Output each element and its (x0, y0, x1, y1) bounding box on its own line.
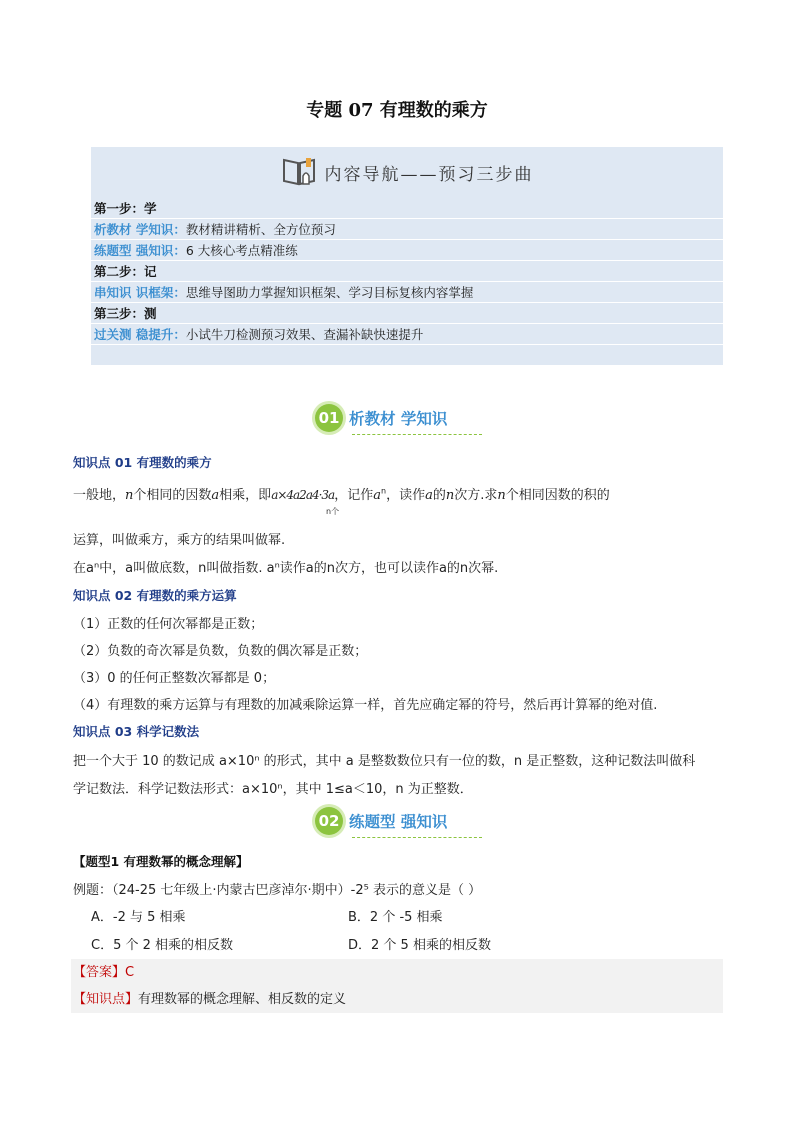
nav-row-step2: 第二步：记 (91, 262, 723, 282)
nav-header-label: 内容导航——预习三步曲 (324, 164, 534, 185)
kp3-line1: 把一个大于 10 的数记成 a×10ⁿ 的形式，其中 a 是整数数位只有一位的数，n 是正整数，这种记数法叫做科 (73, 754, 696, 769)
kp3-line2: 学记数法．科学记数法形式：a×10ⁿ，其中 1≤a＜10，n 为正整数． (73, 782, 473, 797)
kp3-title: 知识点 03 科学记数法 (73, 724, 200, 739)
kp2-title: 知识点 02 有理数的乘方运算 (73, 588, 237, 603)
kp2-item-2: （2）负数的奇次幂是负数，负数的偶次幂是正数； (73, 644, 368, 659)
kp1-line1: 一般地，n个相同的因数a相乘，即a×4a2a4·3a，记作$a^n$，读作a的n次方.求n个相同因数的积的 (73, 486, 610, 503)
kp2-item-4: （4）有理数的乘方运算与有理数的加减乘除运算一样，首先应确定幂的符号，然后再计算幂的绝对值. (73, 698, 658, 713)
section-02-number: 02 (315, 807, 343, 835)
section-01-number: 01 (315, 404, 343, 432)
question-type-title: 【题型1 有理数幂的概念理解】 (73, 854, 249, 869)
answer-line: 【答案】C (73, 965, 135, 980)
kp1-under-label: n个 (326, 507, 340, 516)
option-a: A．-2 与 5 相乘 (91, 910, 186, 925)
section-01-underline (352, 434, 482, 435)
option-c: C．5 个 2 相乘的相反数 (91, 938, 234, 953)
content-navigation-box (91, 147, 723, 365)
section-01-label: 析教材 学知识 (349, 410, 448, 428)
kp2-item-3: （3）0 的任何正整数次幂都是 0； (73, 671, 276, 686)
section-02-header (315, 807, 447, 835)
kp1-title: 知识点 01 有理数的乘方 (73, 455, 212, 470)
nav-row-practice: 练题型 强知识：6 大核心考点精准练 (91, 241, 723, 261)
nav-row-test: 过关测 稳提升：小试牛刀检测预习效果、查漏补缺快速提升 (91, 325, 723, 345)
book-icon (281, 156, 319, 188)
kp1-line2: 运算，叫做乘方，乘方的结果叫做幂. (73, 533, 286, 548)
option-b: B．2 个 -5 相乘 (348, 910, 443, 925)
nav-header (91, 147, 723, 197)
nav-row-step3: 第三步：测 (91, 304, 723, 324)
kp1-line3: 在aⁿ中，a叫做底数，n叫做指数. aⁿ读作a的n次方，也可以读作a的n次幂. (73, 561, 499, 576)
nav-row-framework: 串知识 识框架：思维导图助力掌握知识框架、学习目标复核内容掌握 (91, 283, 723, 303)
nav-row-step1: 第一步：学 (91, 199, 723, 219)
nav-row-study: 析教材 学知识：教材精讲精析、全方位预习 (91, 220, 723, 240)
option-d: D．2 个 5 相乘的相反数 (348, 938, 491, 953)
kp2-item-1: （1）正数的任何次幂都是正数； (73, 617, 264, 632)
section-02-underline (352, 837, 482, 838)
page-title: 专题 07 有理数的乘方 (306, 100, 488, 121)
section-01-header (315, 404, 447, 432)
answer-knowledge-line: 【知识点】有理数幂的概念理解、相反数的定义 (73, 992, 347, 1007)
question-stem: 例题：（24-25 七年级上·内蒙古巴彦淖尔·期中）-2⁵ 表示的意义是（ ） (73, 883, 482, 898)
section-02-label: 练题型 强知识 (349, 813, 448, 831)
